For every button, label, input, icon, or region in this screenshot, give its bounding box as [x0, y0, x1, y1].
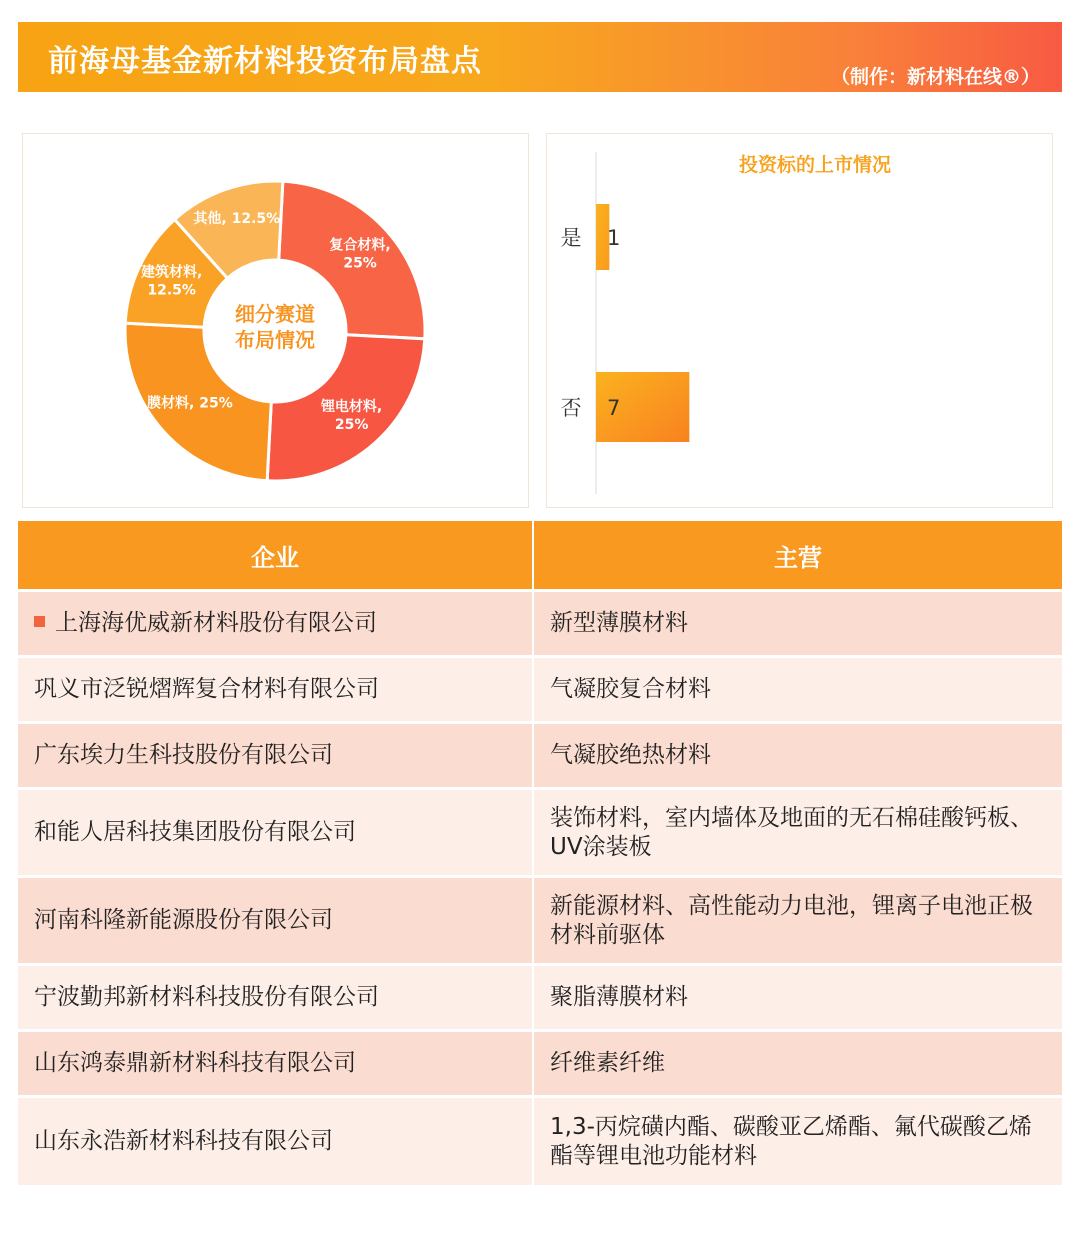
- company-name: 山东永浩新材料科技有限公司: [34, 1128, 333, 1154]
- table-row: [18, 724, 1062, 790]
- table-row: [18, 1032, 1062, 1098]
- bar-category-label: 否: [560, 396, 582, 420]
- business-cell: 新能源材料、高性能动力电池，锂离子电池正极材料前驱体: [534, 878, 1062, 966]
- pie-slice-label: 复合材料, 25%: [329, 237, 391, 272]
- business-cell: 1,3-丙烷磺内酯、碳酸亚乙烯酯、氟代碳酸乙烯酯等锂电池功能材料: [534, 1098, 1062, 1188]
- company-cell: [18, 790, 534, 878]
- company-cell: [18, 1098, 534, 1188]
- company-table: [18, 521, 1062, 1188]
- donut-center-label: 布局情况: [235, 328, 315, 352]
- header-company: 企业: [18, 521, 534, 592]
- pie-slice-label: 膜材料, 25%: [147, 395, 233, 412]
- company-name: 上海海优威新材料股份有限公司: [55, 610, 377, 636]
- business-cell: 聚脂薄膜材料: [534, 966, 1062, 1032]
- table-row: [18, 878, 1062, 966]
- company-name: 巩义市泛锐熠辉复合材料有限公司: [34, 676, 379, 702]
- bar-value-label: 7: [607, 396, 621, 420]
- bar-chart: [547, 134, 1052, 507]
- business-cell: 气凝胶复合材料: [534, 658, 1062, 724]
- business-cell: 新型薄膜材料: [534, 592, 1062, 658]
- company-name: 宁波勤邦新材料科技股份有限公司: [34, 984, 379, 1010]
- pie-slice-label: 其他, 12.5%: [193, 211, 281, 228]
- table-row: [18, 658, 1062, 724]
- credit-note: （制作：新材料在线®）: [830, 66, 1040, 88]
- bar-chart-title: 投资标的上市情况: [738, 154, 892, 176]
- donut-chart-panel: [22, 133, 529, 508]
- company-cell: [18, 592, 534, 658]
- business-cell: 气凝胶绝热材料: [534, 724, 1062, 790]
- table-row: [18, 1098, 1062, 1188]
- business-cell: 装饰材料，室内墙体及地面的无石棉硅酸钙板、UV涂装板: [534, 790, 1062, 878]
- business-cell: 纤维素纤维: [534, 1032, 1062, 1098]
- table-row: [18, 790, 1062, 878]
- header-business: 主营: [534, 521, 1062, 592]
- company-cell: [18, 878, 534, 966]
- bar-value-label: 1: [607, 226, 621, 250]
- pie-slice-label: 锂电材料, 25%: [320, 399, 383, 434]
- table-row: [18, 966, 1062, 1032]
- donut-center-label: 细分赛道: [235, 302, 315, 326]
- company-name: 山东鸿泰鼎新材料科技有限公司: [34, 1050, 356, 1076]
- donut-chart: [23, 134, 528, 507]
- header-banner: [18, 22, 1062, 92]
- bar-chart-panel: [546, 133, 1053, 508]
- company-cell: [18, 966, 534, 1032]
- square-bullet-icon: [34, 616, 45, 627]
- company-name: 河南科隆新能源股份有限公司: [34, 907, 333, 933]
- company-cell: [18, 1032, 534, 1098]
- company-name: 和能人居科技集团股份有限公司: [34, 819, 356, 845]
- table-row: [18, 592, 1062, 658]
- pie-slice-label: 建筑材料, 12.5%: [140, 264, 203, 299]
- bar-category-label: 是: [560, 226, 582, 250]
- page-title: 前海母基金新材料投资布局盘点: [48, 44, 482, 79]
- company-name: 广东埃力生科技股份有限公司: [34, 742, 333, 768]
- company-cell: [18, 658, 534, 724]
- table-header-row: [18, 521, 1062, 592]
- company-cell: [18, 724, 534, 790]
